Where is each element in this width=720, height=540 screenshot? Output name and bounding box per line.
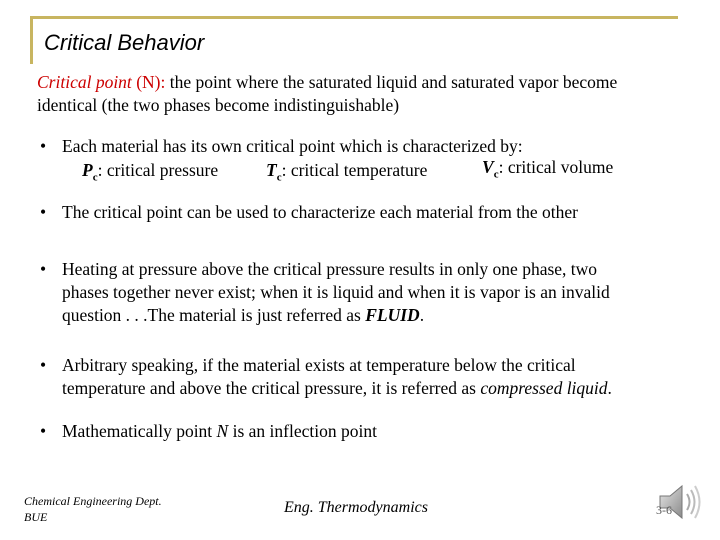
fluid-term: FLUID — [365, 305, 420, 325]
definition-paragraph — [37, 71, 707, 117]
bullet-inflection-point — [40, 420, 700, 443]
definition-text-line2: identical (the two phases become indistinguishable) — [37, 95, 400, 115]
title-frame-top — [30, 16, 678, 19]
bullet-text: Arbitrary speaking, if the material exists at temperature below the critical temperature and above the critical pressure, it is referred as compressed liquid. — [62, 355, 612, 398]
page-number: 3-6 — [656, 503, 672, 517]
bullet-dot: • — [40, 136, 47, 156]
critical-volume-item — [482, 157, 613, 181]
bullet-text: Each material has its own critical point which is characterized by: — [62, 136, 523, 156]
critical-pressure-item — [82, 160, 218, 184]
point-n-symbol: N — [216, 421, 229, 441]
title-frame-left — [30, 16, 33, 64]
definition-term: Critical point — [37, 72, 132, 92]
volume-symbol: $V_c$ — [482, 157, 499, 181]
bullet-dot: • — [40, 421, 47, 441]
definition-term-symbol: (N): — [136, 72, 166, 92]
bullet-text: Heating at pressure above the critical pressure results in only one phase, two phases together never exist; when it is liquid and when it is vapor is an invalid question . . .The material is just referred as FLUID. — [62, 259, 610, 325]
slide-title: Critical Behavior — [44, 30, 205, 55]
bullet-characterize-material — [40, 201, 700, 224]
critical-temperature-item — [266, 160, 427, 184]
bullet-compressed-liquid — [40, 354, 700, 400]
footer-dept-line2: BUE — [24, 510, 48, 524]
bullet-dot: • — [40, 259, 47, 279]
temperature-text: : critical temperature — [281, 160, 428, 180]
bullet-text: Mathematically point N is an inflection point — [62, 421, 377, 441]
temperature-symbol: $T_c$ — [266, 160, 282, 184]
pressure-symbol: $P_c$ — [82, 160, 98, 184]
bullet-text: The critical point can be used to characterize each material from the other — [62, 202, 578, 222]
footer-dept-line1: Chemical Engineering Dept. — [24, 494, 162, 508]
bullet-critical-point-characterized — [40, 135, 700, 158]
bullet-dot: • — [40, 355, 47, 375]
speaker-icon[interactable] — [654, 478, 702, 526]
definition-text-line1: the point where the saturated liquid and saturated vapor become — [165, 72, 618, 92]
bullet-dot: • — [40, 202, 47, 222]
footer-department — [24, 493, 162, 525]
pressure-text: : critical pressure — [97, 160, 219, 180]
volume-text: : critical volume — [498, 157, 614, 177]
bullet-heating-above-critical — [40, 258, 700, 327]
compressed-liquid-term: compressed liquid — [480, 378, 608, 398]
footer-course: Eng. Thermodynamics — [284, 499, 428, 516]
